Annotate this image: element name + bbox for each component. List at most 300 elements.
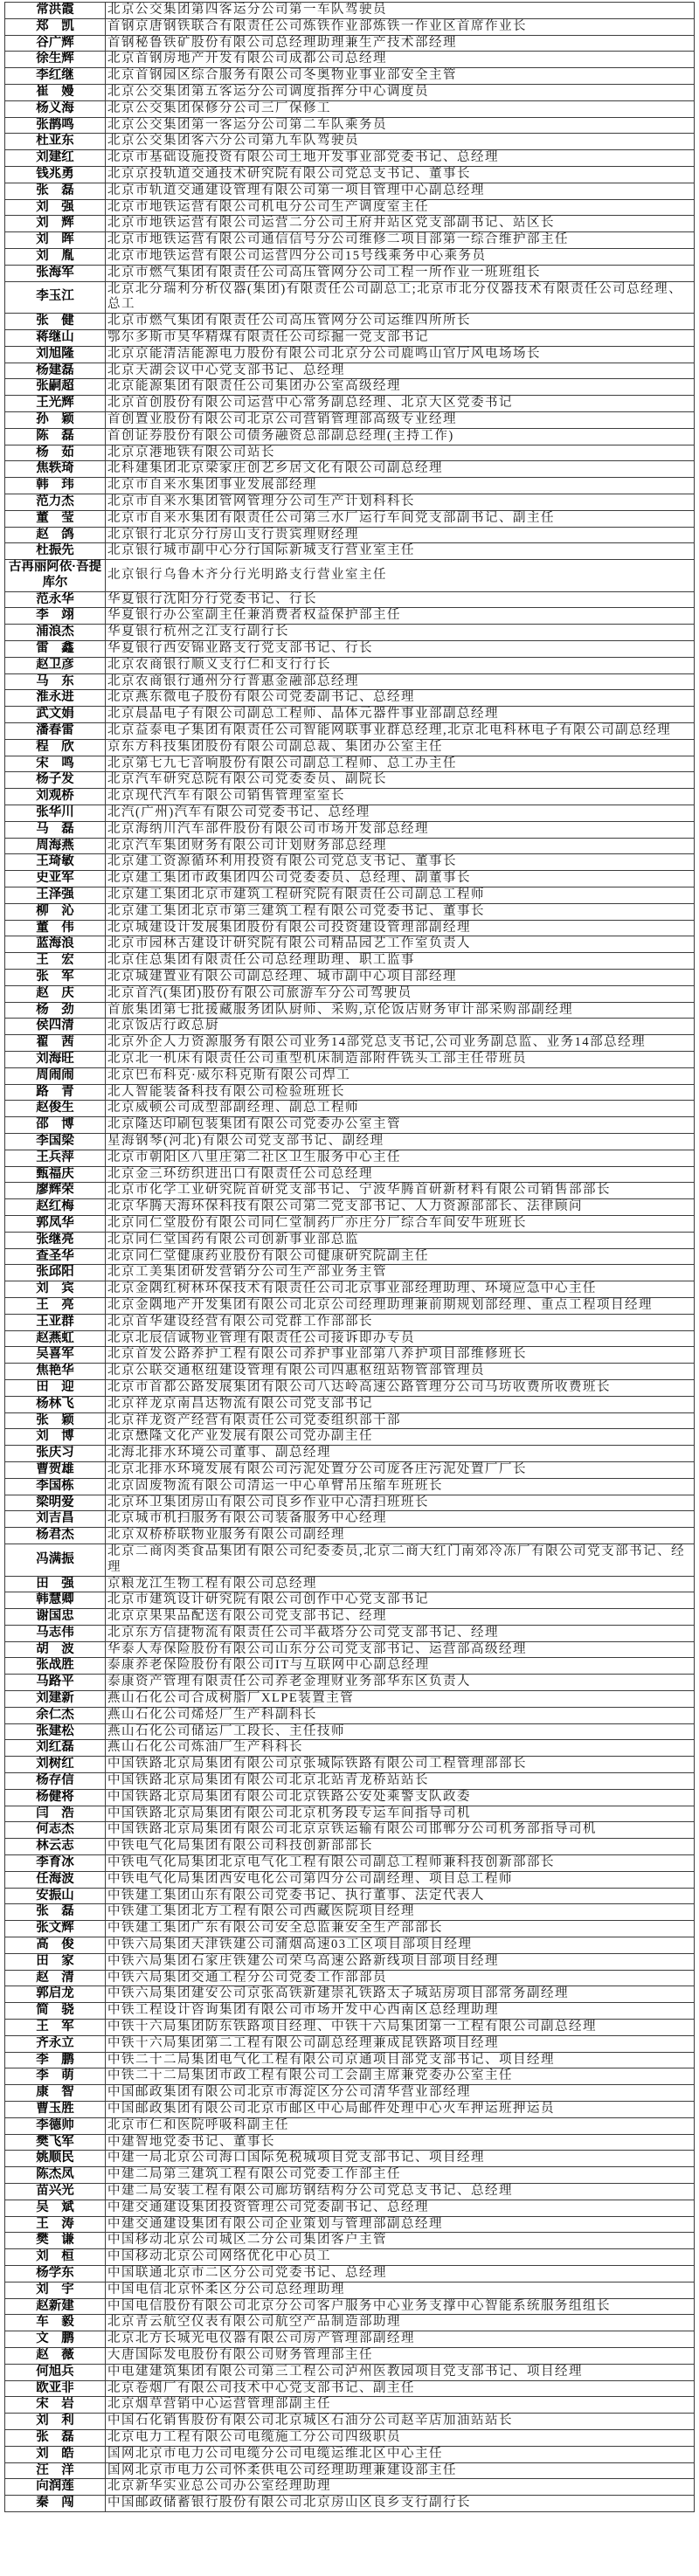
table-row — [5, 2233, 695, 2249]
person-title: 中铁六局集团天津铁建公司蒲烟高速03工区项目部项目经理 — [106, 1937, 695, 1954]
person-name: 查圣华 — [5, 1248, 106, 1265]
person-name: 张文辉 — [5, 1921, 106, 1937]
person-name: 何旭兵 — [5, 2364, 106, 2380]
table-row — [5, 2429, 695, 2446]
person-name: 范力杰 — [5, 494, 106, 510]
person-title: 北京市地铁运营有限公司机电分公司生产调度室主任 — [106, 199, 695, 216]
person-name: 向润莲 — [5, 2479, 106, 2496]
person-name: 侯四清 — [5, 1019, 106, 1035]
person-title: 北京同仁堂股份有限公司同仁堂制药厂亦庄分厂综合车间安牛班班长 — [106, 1215, 695, 1232]
table-row — [5, 690, 695, 707]
person-title: 北京燕东微电子股份有限公司党委副书记、总经理 — [106, 690, 695, 707]
person-title: 中国联通北京市二区分公司党委书记、总经理 — [106, 2265, 695, 2282]
table-row — [5, 18, 695, 35]
person-name: 杨 茹 — [5, 445, 106, 461]
table-row — [5, 821, 695, 838]
person-title: 北京京投轨道交通技术研究院有限公司党总支书记、董事长 — [106, 166, 695, 183]
person-title: 北京同仁堂国药有限公司创新事业部总监 — [106, 1232, 695, 1248]
person-title: 北京京能清洁能源电力股份有限公司北京分公司鹿鸣山官厅风电场场长 — [106, 346, 695, 363]
table-row — [5, 166, 695, 183]
table-row — [5, 248, 695, 265]
table-row — [5, 772, 695, 789]
person-title: 北京青云航空仪表有限公司航空产品制造部助理 — [106, 2315, 695, 2331]
table-row — [5, 2151, 695, 2167]
table-row — [5, 1723, 695, 1740]
table-row — [5, 1937, 695, 1954]
person-title: 北京公交集团第一客运分公司第二车队乘务员 — [106, 117, 695, 134]
person-name: 李育冰 — [5, 1855, 106, 1872]
person-name: 董 伟 — [5, 920, 106, 936]
table-row — [5, 1789, 695, 1806]
table-row — [5, 1133, 695, 1150]
person-name: 文 鹏 — [5, 2331, 106, 2348]
person-name: 赵 庆 — [5, 985, 106, 1002]
person-title: 北京能源集团有限责任公司集团办公室高级经理 — [106, 379, 695, 396]
person-name: 王琦敏 — [5, 854, 106, 871]
table-row — [5, 1970, 695, 1986]
person-name: 张建松 — [5, 1723, 106, 1740]
person-name: 张华川 — [5, 805, 106, 822]
table-row — [5, 84, 695, 100]
person-name: 陈 磊 — [5, 428, 106, 445]
person-name: 杨 劲 — [5, 1002, 106, 1019]
table-row — [5, 2183, 695, 2200]
person-title: 北京城市机扫服务有限公司装备服务中心经理 — [106, 1511, 695, 1528]
person-name: 赵红梅 — [5, 1199, 106, 1216]
table-row — [5, 739, 695, 756]
person-name: 田 迎 — [5, 1379, 106, 1396]
person-name: 杨建磊 — [5, 363, 106, 379]
person-name: 常洪霞 — [5, 3, 106, 19]
person-title: 中铁六局集团建安公司京张高铁新建崇礼铁路太子城站房项目部常务副经理 — [106, 1986, 695, 2003]
person-title: 中铁十六局集团防东铁路项目经理、中铁十六局集团第一工程有限公司副总经理 — [106, 2020, 695, 2036]
table-row — [5, 3, 695, 19]
table-row — [5, 1232, 695, 1248]
table-row — [5, 1166, 695, 1183]
person-title: 北京首发公路养护工程有限公司养护事业部第八养护项目部维修班长 — [106, 1347, 695, 1364]
person-name: 杨林飞 — [5, 1396, 106, 1412]
table-row — [5, 2134, 695, 2151]
person-title: 中铁二十二局集团市政工程有限公司工会副主席兼党委办公室主任 — [106, 2068, 695, 2085]
table-row — [5, 2117, 695, 2134]
person-title: 北京市地铁运营有限公司通信信号分公司维修二项目部第一综合维护部主任 — [106, 232, 695, 249]
person-name: 刘建新 — [5, 1691, 106, 1708]
person-name: 钱兆勇 — [5, 166, 106, 183]
person-name: 秦 闯 — [5, 2496, 106, 2512]
person-title: 燕山石化公司炼油厂生产科科长 — [106, 1740, 695, 1757]
person-title: 中国邮政集团有限公司北京市海淀区分公司清华营业部经理 — [106, 2085, 695, 2102]
table-row — [5, 1101, 695, 1117]
person-title: 华夏银行沈阳分行党委书记、行长 — [106, 591, 695, 608]
table-row — [5, 1986, 695, 2003]
person-title: 北京京果果品配送有限公司党支部书记、经理 — [106, 1609, 695, 1626]
person-name: 高 俊 — [5, 1937, 106, 1954]
table-row — [5, 1364, 695, 1380]
table-row — [5, 1544, 695, 1576]
person-name: 刘 晖 — [5, 232, 106, 249]
person-name: 谷广辉 — [5, 35, 106, 52]
person-title: 国网北京市电力公司电缆分公司电缆运维北区中心主任 — [106, 2446, 695, 2462]
person-title: 中建二局安装工程有限公司廊坊钢结构分公司党总支书记、总经理 — [106, 2183, 695, 2200]
person-name: 韩慧卿 — [5, 1592, 106, 1609]
table-row — [5, 1888, 695, 1904]
person-name: 赵新建 — [5, 2298, 106, 2315]
person-title: 北京外企人力资源服务有限公司业务14部党总支书记,公司业务副总监、业务14部总经理 — [106, 1035, 695, 1052]
person-title: 北京市地铁运营有限公司运营四分公司15号线乘务中心乘务员 — [106, 248, 695, 265]
person-name: 赵燕虹 — [5, 1330, 106, 1347]
person-name: 甄福庆 — [5, 1166, 106, 1183]
person-title: 北京懋隆文化产业发展有限公司党办副主任 — [106, 1429, 695, 1446]
table-row — [5, 1347, 695, 1364]
person-name: 张 健 — [5, 314, 106, 330]
person-name: 刘 桓 — [5, 2249, 106, 2266]
table-row — [5, 1429, 695, 1446]
person-name: 王 亮 — [5, 1297, 106, 1314]
person-name: 张 颖 — [5, 1412, 106, 1429]
person-name: 欧亚非 — [5, 2380, 106, 2397]
table-row — [5, 2414, 695, 2430]
person-title: 北京晨晶电子有限公司副总工程师、晶体元器件事业部副总经理 — [106, 707, 695, 723]
person-name: 曹玉胜 — [5, 2102, 106, 2118]
person-name: 李国梁 — [5, 1133, 106, 1150]
person-name: 张海军 — [5, 265, 106, 281]
table-row — [5, 2282, 695, 2298]
person-name: 翟 茜 — [5, 1035, 106, 1052]
table-row — [5, 1052, 695, 1068]
table-row — [5, 2298, 695, 2315]
table-row — [5, 789, 695, 805]
person-name: 郑 凯 — [5, 18, 106, 35]
table-row — [5, 428, 695, 445]
person-name: 王光辉 — [5, 396, 106, 412]
table-row — [5, 1461, 695, 1478]
person-name: 雷 鑫 — [5, 641, 106, 658]
person-name: 吴 斌 — [5, 2200, 106, 2216]
person-name: 李 鹏 — [5, 2052, 106, 2068]
person-name: 潘春雷 — [5, 723, 106, 740]
person-name: 冯满振 — [5, 1544, 106, 1576]
person-title: 北京金隅红树林环保技术有限责任公司北京事业部经理助理、环境应急中心主任 — [106, 1281, 695, 1298]
person-title: 北京北排水环境发展有限公司污泥处置分公司庞各庄污泥处置厂厂长 — [106, 1461, 695, 1478]
person-name: 谢国忠 — [5, 1609, 106, 1626]
person-name: 李红继 — [5, 68, 106, 85]
person-title: 华泰人寿保险股份有限公司山东分公司党支部书记、运营部高级经理 — [106, 1641, 695, 1658]
table-row — [5, 2364, 695, 2380]
table-row — [5, 1495, 695, 1511]
person-name: 杨存信 — [5, 1773, 106, 1790]
person-name: 马志伟 — [5, 1625, 106, 1641]
table-row — [5, 1740, 695, 1757]
table-row — [5, 199, 695, 216]
person-title: 北京城建设计发展集团股份有限公司投资建设管理部副经理 — [106, 920, 695, 936]
table-row — [5, 1330, 695, 1347]
person-title: 北海北排水环境公司董事、副总经理 — [106, 1446, 695, 1462]
table-row — [5, 1691, 695, 1708]
person-title: 北京市自来水集团有限责任公司第三水厂运行车间党支部副书记、副主任 — [106, 510, 695, 527]
person-name: 刘 皓 — [5, 2446, 106, 2462]
person-title: 北京祥龙资产经营有限责任公司党委组织部干部 — [106, 1412, 695, 1429]
person-name: 余仁杰 — [5, 1707, 106, 1723]
person-title: 北京新华实业总公司办公室经理助理 — [106, 2479, 695, 2496]
table-row — [5, 936, 695, 953]
person-name: 杨君杰 — [5, 1528, 106, 1544]
person-name: 刘旭隆 — [5, 346, 106, 363]
person-name: 崔 嫚 — [5, 84, 106, 100]
person-name: 古再丽阿依·吾提库尔 — [5, 560, 106, 592]
table-row — [5, 1855, 695, 1872]
table-row — [5, 1150, 695, 1166]
person-name: 张邱阳 — [5, 1265, 106, 1281]
table-row — [5, 673, 695, 690]
person-title: 北京卷烟厂有限公司技术中心党支部书记、副主任 — [106, 2380, 695, 2397]
person-title: 北京祥龙京南昌达物流有限公司党支部书记 — [106, 1396, 695, 1412]
table-row — [5, 625, 695, 641]
person-name: 李 萌 — [5, 2068, 106, 2085]
person-title: 中铁工程设计咨询集团有限公司市场开发中心西南区总经理助理 — [106, 2003, 695, 2020]
person-name: 王亚群 — [5, 1314, 106, 1330]
person-name: 郭凤华 — [5, 1215, 106, 1232]
person-name: 田 家 — [5, 1953, 106, 1970]
person-name: 蒋继山 — [5, 329, 106, 346]
person-name: 宋 鸣 — [5, 756, 106, 772]
table-row — [5, 1199, 695, 1216]
person-title: 星海钢琴(河北)有限公司党支部书记、副经理 — [106, 1133, 695, 1150]
person-name: 王 宏 — [5, 953, 106, 970]
table-row — [5, 953, 695, 970]
table-row — [5, 707, 695, 723]
table-row — [5, 35, 695, 52]
person-title: 燕山石化公司烯烃厂生产科副科长 — [106, 1707, 695, 1723]
person-name: 马 磊 — [5, 821, 106, 838]
person-title: 中铁建工集团北方工程有限公司西藏医院项目经理 — [106, 1904, 695, 1921]
table-row — [5, 1528, 695, 1544]
person-name: 杨子发 — [5, 772, 106, 789]
person-title: 中国邮政储蓄银行股份有限公司北京房山区良乡支行副行长 — [106, 2496, 695, 2512]
person-title: 北京市自来水集团事业发展部经理 — [106, 478, 695, 494]
person-title: 北京北辰信诚物业管理有限责任公司接诉即办专员 — [106, 1330, 695, 1347]
table-row — [5, 1297, 695, 1314]
person-title: 北京双桥桥联物业服务有限公司副经理 — [106, 1528, 695, 1544]
table-row — [5, 1904, 695, 1921]
table-row — [5, 2265, 695, 2282]
table-row — [5, 2479, 695, 2496]
table-row — [5, 1002, 695, 1019]
table-row — [5, 134, 695, 150]
table-row — [5, 1576, 695, 1592]
person-title: 中国石化销售股份有限公司北京城区石油分公司赵辛店加油站站长 — [106, 2414, 695, 2430]
person-title: 北京汽车研究总院有限公司党委委员、副院长 — [106, 772, 695, 789]
person-name: 简 骁 — [5, 2003, 106, 2020]
table-row — [5, 445, 695, 461]
person-name: 宋 岩 — [5, 2397, 106, 2414]
person-name: 康 智 — [5, 2085, 106, 2102]
table-row — [5, 2102, 695, 2118]
person-title: 北京城建置业有限公司副总经理、城市副中心项目部经理 — [106, 970, 695, 986]
person-title: 北京首华建设经营有限公司党群工作部部长 — [106, 1314, 695, 1330]
person-name: 梁明爱 — [5, 1495, 106, 1511]
table-row — [5, 887, 695, 904]
table-row — [5, 2167, 695, 2184]
person-title: 国网北京市电力公司怀柔供电公司经理助理兼建设部主任 — [106, 2462, 695, 2479]
table-row — [5, 641, 695, 658]
person-title: 北京市朝阳区八里庄第二社区卫生服务中心主任 — [106, 1150, 695, 1166]
person-title: 中建交通建设集团投资管理公司党委副书记、总经理 — [106, 2200, 695, 2216]
person-title: 中铁二十二局集团电气化工程有限公司京通项目部党支部书记、项目经理 — [106, 2052, 695, 2068]
table-row — [5, 68, 695, 85]
person-title: 北京巴布科克·威尔科克斯有限公司焊工 — [106, 1067, 695, 1084]
person-title: 中国移动北京公司城区二分公司集团客户主管 — [106, 2233, 695, 2249]
person-title: 泰康资产管理有限责任公司养老金理财业务部华东区负责人 — [106, 1675, 695, 1691]
person-title: 北京饭店行政总厨 — [106, 1019, 695, 1035]
person-title: 北京烟草营销中心运营管理部副主任 — [106, 2397, 695, 2414]
table-row — [5, 2397, 695, 2414]
table-row — [5, 52, 695, 68]
table-row — [5, 510, 695, 527]
person-title: 北京现代汽车有限公司销售管理室室长 — [106, 789, 695, 805]
table-row — [5, 1871, 695, 1888]
person-name: 张继亮 — [5, 1232, 106, 1248]
person-title: 北京京港地铁有限公司站长 — [106, 445, 695, 461]
person-name: 赵 薇 — [5, 2347, 106, 2364]
table-row — [5, 2020, 695, 2036]
person-title: 北京市园林古建设计研究院有限公司精品园艺工作室负责人 — [106, 936, 695, 953]
person-name: 张嗣超 — [5, 379, 106, 396]
person-title: 中铁十六局集团第二工程有限公司副总经理兼成昆铁路项目经理 — [106, 2035, 695, 2052]
person-title: 北京银行北京分行房山支行贵宾理财经理 — [106, 527, 695, 543]
person-title: 首创置业股份有限公司北京公司营销管理部高级专业经理 — [106, 411, 695, 428]
person-name: 周海燕 — [5, 838, 106, 854]
person-name: 刘树红 — [5, 1757, 106, 1773]
person-title: 泰康养老保险股份有限公司IT与互联网中心副总经理 — [106, 1658, 695, 1675]
person-name: 齐永立 — [5, 2035, 106, 2052]
person-name: 王 军 — [5, 2020, 106, 2036]
person-name: 徐生辉 — [5, 52, 106, 68]
table-row — [5, 591, 695, 608]
table-row — [5, 363, 695, 379]
table-row — [5, 2446, 695, 2462]
person-name: 何志杰 — [5, 1822, 106, 1839]
table-row — [5, 1675, 695, 1691]
person-title: 北京市化学工业研究院首研党支部书记、宁波华腾首研新材料有限公司销售部部长 — [106, 1183, 695, 1199]
person-title: 北京第七九七音响股份有限公司副总工程师、总工办主任 — [106, 756, 695, 772]
table-row — [5, 2347, 695, 2364]
person-name: 刘建红 — [5, 150, 106, 167]
table-row — [5, 2085, 695, 2102]
person-name: 武文娟 — [5, 707, 106, 723]
person-title: 北京金三环纺织进出口有限责任公司总经理 — [106, 1166, 695, 1183]
person-name: 李德帅 — [5, 2117, 106, 2134]
person-name: 焦艳华 — [5, 1364, 106, 1380]
person-title: 中铁六局集团石家庄铁建公司荣乌高速公路新线项目部项目经理 — [106, 1953, 695, 1970]
person-name: 廖辉荣 — [5, 1183, 106, 1199]
person-title: 中国铁路北京局集团有限公司北京北站青龙桥站站长 — [106, 1773, 695, 1790]
person-name: 董 莹 — [5, 510, 106, 527]
person-title: 北京威顿公司成型部副经理、副总工程师 — [106, 1101, 695, 1117]
person-title: 北京市燃气集团有限责任公司高压管网分公司运维四所所长 — [106, 314, 695, 330]
person-title: 北京首钢房地产开发有限公司成都公司总经理 — [106, 52, 695, 68]
person-title: 中建智地党委书记、董事长 — [106, 2134, 695, 2151]
person-name: 王泽强 — [5, 887, 106, 904]
person-name: 刘 宇 — [5, 2282, 106, 2298]
person-name: 田 强 — [5, 1576, 106, 1592]
table-row — [5, 1379, 695, 1396]
table-row — [5, 1658, 695, 1675]
person-name: 张战胜 — [5, 1658, 106, 1675]
person-title: 北京市首都公路发展集团有限公司八达岭高速公路管理分公司马坊收费所收费班长 — [106, 1379, 695, 1396]
table-row — [5, 379, 695, 396]
table-row — [5, 461, 695, 478]
table-row — [5, 478, 695, 494]
person-name: 杨学东 — [5, 2265, 106, 2282]
person-title: 北京市自来水集团管网管理分公司生产计划科科长 — [106, 494, 695, 510]
person-name: 邵 博 — [5, 1117, 106, 1134]
person-title: 燕山石化公司合成树脂厂XLPE装置主管 — [106, 1691, 695, 1708]
table-row — [5, 527, 695, 543]
table-row — [5, 903, 695, 920]
person-name: 郭启龙 — [5, 1986, 106, 2003]
person-name: 刘 胤 — [5, 248, 106, 265]
person-name: 程 欣 — [5, 739, 106, 756]
person-name: 林云志 — [5, 1839, 106, 1855]
table-row — [5, 1412, 695, 1429]
person-name: 曹贺雄 — [5, 1461, 106, 1478]
person-name: 蓝海浪 — [5, 936, 106, 953]
person-title: 北京公交集团第四客运分公司第一车队驾驶员 — [106, 3, 695, 19]
table-row — [5, 560, 695, 592]
person-name: 焦轶琦 — [5, 461, 106, 478]
table-row — [5, 2496, 695, 2512]
person-name: 刘吉昌 — [5, 1511, 106, 1528]
table-row — [5, 1707, 695, 1723]
person-name: 汪 洋 — [5, 2462, 106, 2479]
person-title: 北京北分瑞利分析仪器(集团)有限责任公司副总工;北京市北分仪器技术有限责任公司总经理、总工 — [106, 281, 695, 314]
table-row — [5, 657, 695, 673]
person-title: 北京公联交通枢纽建设管理有限公司四惠枢纽站物管部管理员 — [106, 1364, 695, 1380]
table-row — [5, 216, 695, 232]
person-title: 北京北一机床有限责任公司重型机床制造部附件铣头工部主任带班员 — [106, 1052, 695, 1068]
person-title: 北京市轨道交通建设管理有限公司第一项目管理中心副总经理 — [106, 183, 695, 199]
person-title: 北京市燃气集团有限责任公司高压管网分公司工程一所作业一班班组长 — [106, 265, 695, 281]
person-title: 北京银行乌鲁木齐分行光明路支行营业室主任 — [106, 560, 695, 592]
table-row — [5, 1314, 695, 1330]
person-title: 北京银行城市副中心分行国际新城支行营业室主任 — [106, 543, 695, 560]
person-name: 刘 辉 — [5, 216, 106, 232]
table-row — [5, 1921, 695, 1937]
table-row — [5, 117, 695, 134]
person-title: 中国邮政集团有限公司北京市邮区中心局邮件处理中心火车押运班押运员 — [106, 2102, 695, 2118]
person-title: 北京海纳川汽车部件股份有限公司市场开发部总经理 — [106, 821, 695, 838]
person-name: 孙 颖 — [5, 411, 106, 428]
table-row — [5, 1035, 695, 1052]
person-title: 北京农商银行顺义支行仁和支行行长 — [106, 657, 695, 673]
person-title: 中国铁路北京局集团有限公司北京机务段专运车间指导司机 — [106, 1806, 695, 1822]
table-row — [5, 1511, 695, 1528]
table-row — [5, 281, 695, 314]
table-row — [5, 1641, 695, 1658]
person-title: 北汽(广州)汽车有限公司党委书记、总经理 — [106, 805, 695, 822]
person-title: 北京华腾天海环保科技有限公司第二党支部书记、人力资源部部长、法律顾问 — [106, 1199, 695, 1216]
person-name: 陈杰凤 — [5, 2167, 106, 2184]
person-title: 北京天湖会议中心党支部书记、总经理 — [106, 363, 695, 379]
person-title: 北京汽车集团财务有限公司计划财务部总经理 — [106, 838, 695, 854]
table-row — [5, 1067, 695, 1084]
person-name: 王兵萍 — [5, 1150, 106, 1166]
person-title: 首创证券股份有限公司债务融资总部副总经理(主持工作) — [106, 428, 695, 445]
table-row — [5, 1396, 695, 1412]
person-title: 中铁建工集团山东有限公司党委书记、执行董事、法定代表人 — [106, 1888, 695, 1904]
person-title: 中国电信北京怀柔区分公司总经理助理 — [106, 2282, 695, 2298]
person-title: 中国铁路北京局集团有限公司北京铁路公安处乘警支队政委 — [106, 1789, 695, 1806]
